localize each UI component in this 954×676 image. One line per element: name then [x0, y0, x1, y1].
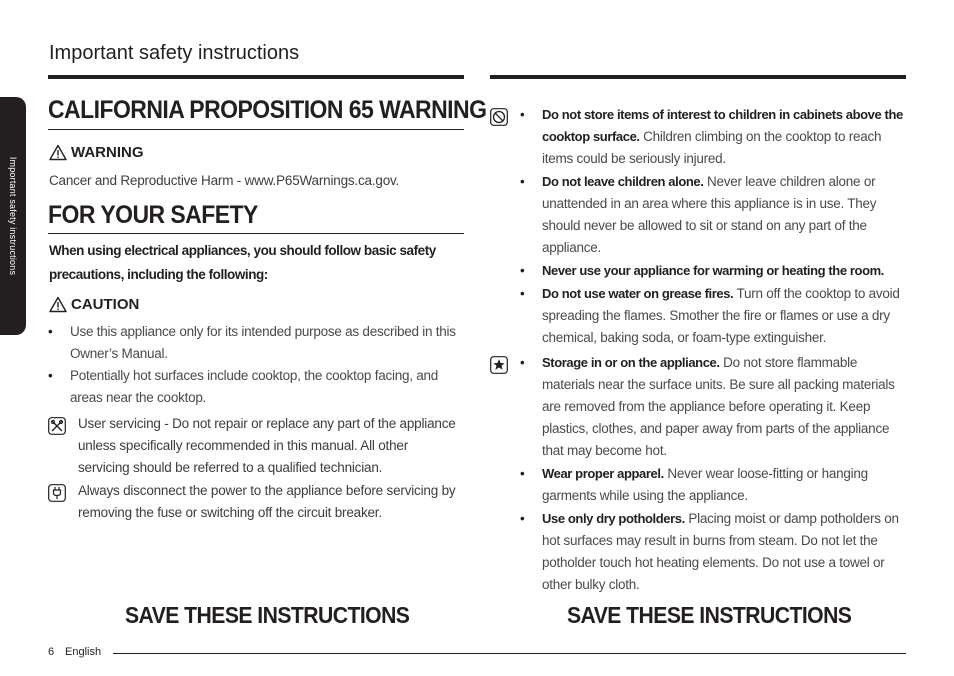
no-disassembly-icon [48, 417, 66, 435]
left-header-rule [48, 75, 464, 79]
caution-label: CAUTION [71, 296, 140, 313]
bullet-lead: Never use your appliance for warming or heating the room. [542, 263, 885, 278]
caution-bullet-list [48, 321, 462, 409]
caution-bullet: • Use this appliance only for its intended purpose as described in this Owner’s Manual. [48, 321, 462, 365]
right-bullet-item [520, 463, 906, 507]
user-servicing-text: User servicing - Do not repair or replace any part of the appliance unless specifically recommended in this manual. All other servicing should be referred to a qualified technician. [78, 416, 456, 475]
right-bullet-item [520, 260, 906, 282]
warning-label: WARNING [71, 144, 144, 161]
save-instructions-right: SAVE THESE INSTRUCTIONS [567, 602, 852, 628]
right-bullet-item [520, 352, 906, 462]
warning-line [49, 144, 144, 161]
unplug-icon [48, 484, 66, 502]
right-bullet-item [520, 104, 906, 170]
page-section-title: Important safety instructions [49, 42, 300, 64]
right-header-rule [490, 75, 906, 79]
prohibited-icon [490, 108, 508, 126]
bullet-text: Children climbing on the cooktop to reach items could be seriously injured. [542, 129, 882, 166]
warning-triangle-icon [49, 144, 67, 161]
footer-language: English [65, 646, 102, 658]
prop65-heading: CALIFORNIA PROPOSITION 65 WARNING [48, 96, 487, 124]
right-bullet-item [520, 508, 906, 596]
prop65-rule [48, 129, 464, 130]
bullet-lead: Do not leave children alone. [542, 174, 704, 189]
bullet-text: Placing moist or damp potholders on hot surfaces may result in burns from steam. Do not let the potholder touch hot heating elements. Do not use a towel or other bulky cloth. [542, 511, 899, 592]
bullet-text: Never wear loose-fitting or hanging garments while using the appliance. [542, 466, 868, 503]
caution-line [49, 296, 139, 313]
bullet-lead: Use only dry potholders. [542, 511, 685, 526]
safety-intro-line-2: precautions, including the following: [49, 267, 268, 282]
bullet-text: Never leave children alone or unattended in an area where this appliance is in use. They should never be allowed to sit or stand on any part of the appliance. [542, 174, 877, 255]
side-section-tab [0, 97, 26, 335]
bullet-lead: Do not store items of interest to children in cabinets above the cooktop surface. [542, 107, 903, 144]
bullet-lead: Do not use water on grease fires. [542, 286, 734, 301]
important-star-icon [490, 356, 508, 374]
right-bullet-group-1 [520, 104, 906, 349]
right-bullet-item [520, 171, 906, 259]
safety-intro [49, 239, 436, 287]
bullet-lead: Wear proper apparel. [542, 466, 664, 481]
safety-rule [48, 233, 464, 234]
warning-text: Cancer and Reproductive Harm - www.P65Warnings.ca.gov. [49, 173, 400, 188]
caution-bullet: • Potentially hot surfaces include cooktop, the cooktop facing, and areas near the cooktop. [48, 365, 462, 409]
side-tab-label: Important safety instructions [8, 156, 18, 276]
bullet-text: Turn off the cooktop to avoid spreading the flames. Smother the fire or flames or use a dry chemical, baking soda, or foam-type extinguisher. [542, 286, 900, 345]
save-instructions-left: SAVE THESE INSTRUCTIONS [125, 602, 410, 628]
safety-heading: FOR YOUR SAFETY [48, 201, 258, 229]
right-bullet-group-2 [520, 352, 906, 596]
safety-intro-line-1: When using electrical appliances, you should follow basic safety [49, 243, 436, 258]
bullet-lead: Storage in or on the appliance. [542, 355, 720, 370]
page-number: 6 [48, 646, 55, 658]
right-bullet-item [520, 283, 906, 349]
footer-rule [113, 653, 906, 654]
caution-triangle-icon [49, 296, 67, 313]
disconnect-power-text: Always disconnect the power to the appliance before servicing by removing the fuse or switching off the circuit breaker. [78, 483, 456, 520]
bullet-text: Do not store flammable materials near the surface units. Be sure all packing materials are removed from the appliance before operating it. Keep plastics, clothes, and paper away from parts of the appliance that may become hot. [542, 355, 895, 458]
